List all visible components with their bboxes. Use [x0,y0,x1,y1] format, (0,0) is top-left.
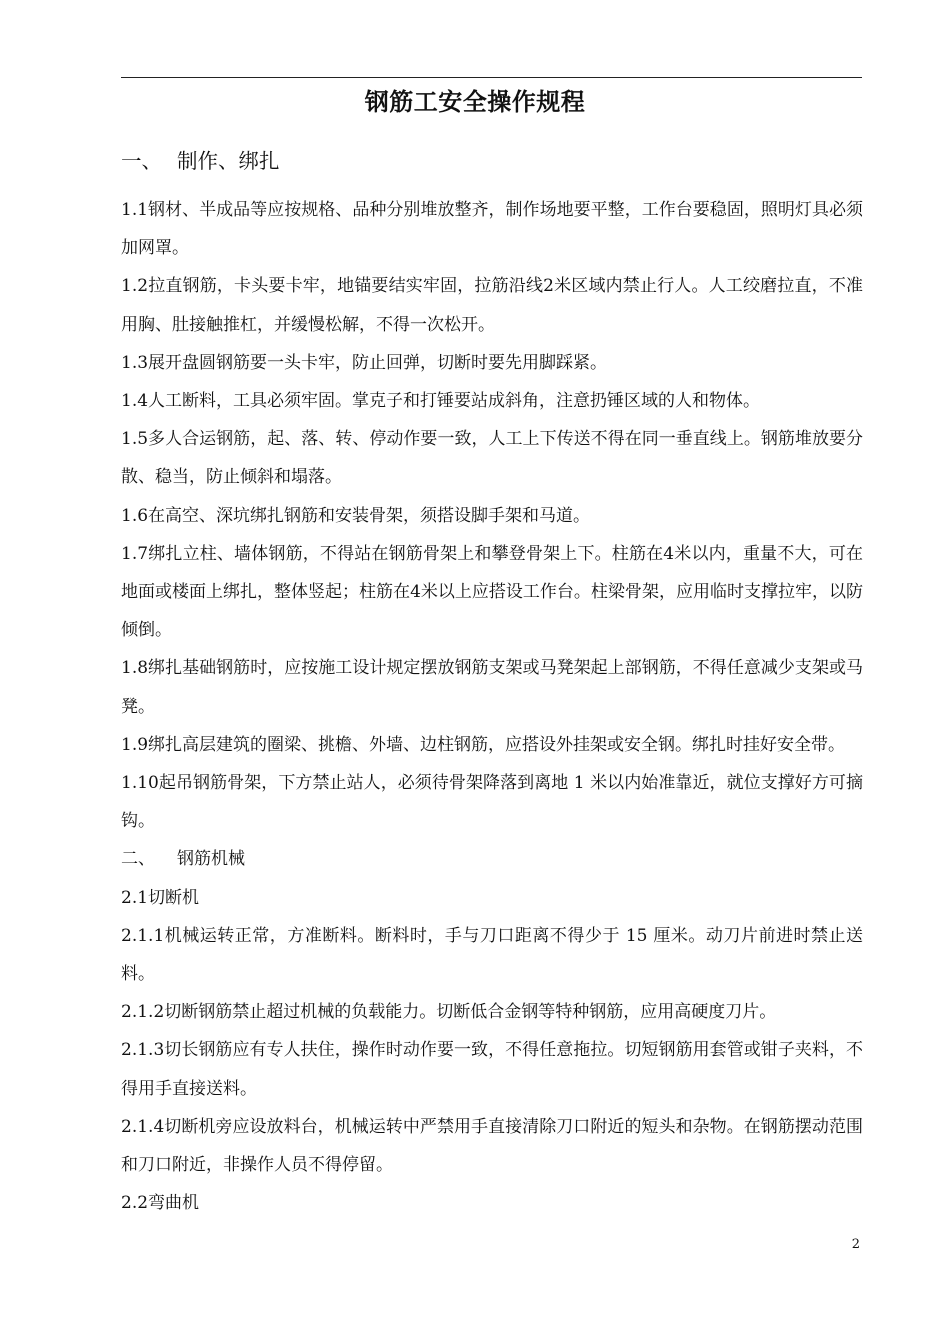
paragraph-2-1-1: 2.1.1机械运转正常，方准断料。断料时，手与刀口距离不得少于 15 厘米。动刀片前进时禁止送料。 [121,925,863,985]
subheading-2-2: 2.2弯曲机 [121,1193,200,1214]
paragraph-2-1-2: 2.1.2切断钢筋禁止超过机械的负载能力。切断低合金钢等特种钢筋，应用高硬度刀片。 [121,1002,777,1023]
section-2-number: 二、 [121,849,155,870]
section-1-title: 制作、绑扎 [177,149,280,173]
paragraph-2-1-4: 2.1.4切断机旁应设放料台，机械运转中严禁用手直接清除刀口附近的短头和杂物。在钢筋摆动范围和刀口附近，非操作人员不得停留。 [121,1116,863,1176]
section-1-number: 一、 [121,149,162,173]
section-heading-2 [121,840,863,878]
paragraph-1-5: 1.5多人合运钢筋，起、落、转、停动作要一致，人工上下传送不得在同一垂直线上。钢筋堆放要分散、稳当，防止倾斜和塌落。 [121,429,863,488]
subheading-2-1: 2.1切断机 [121,887,200,908]
paragraph-1-6: 1.6在高空、深坑绑扎钢筋和安装骨架，须搭设脚手架和马道。 [121,505,591,526]
section-heading-1 [121,146,280,176]
page-number: 2 [851,1237,860,1252]
paragraph-1-4: 1.4人工断料，工具必须牢固。掌克子和打锤要站成斜角，注意扔锤区域的人和物体。 [121,391,761,412]
paragraph-1-7: 1.7绑扎立柱、墙体钢筋，不得站在钢筋骨架上和攀登骨架上下。柱筋在4米以内，重量不大，可在地面或楼面上绑扎，整体竖起；柱筋在4米以上应搭设工作台。柱梁骨架，应用临时支撑拉牢，以防倾倒。 [121,543,863,641]
paragraph-1-1: 1.1钢材、半成品等应按规格、品种分别堆放整齐，制作场地要平整，工作台要稳固，照明灯具必须加网罩。 [121,200,863,259]
paragraph-1-10: 1.10起吊钢筋骨架，下方禁止站人，必须待骨架降落到离地 1 米以内始准靠近，就位支撑好方可摘钩。 [121,773,863,832]
top-rule [121,77,862,78]
paragraph-1-3: 1.3展开盘圆钢筋要一头卡牢，防止回弹，切断时要先用脚踩紧。 [121,352,608,373]
paragraph-2-1-3: 2.1.3切长钢筋应有专人扶住，操作时动作要一致，不得任意拖拉。切短钢筋用套管或钳子夹料，不得用手直接送料。 [121,1040,863,1099]
page-title: 钢筋工安全操作规程 [364,88,586,116]
paragraph-1-9: 1.9绑扎高层建筑的圈梁、挑檐、外墙、边柱钢筋，应搭设外挂架或安全钢。绑扎时挂好安全带。 [121,734,846,755]
section-2-title: 钢筋机械 [177,849,245,870]
paragraph-1-8: 1.8绑扎基础钢筋时，应按施工设计规定摆放钢筋支架或马凳架起上部钢筋，不得任意减少支架或马凳。 [121,658,863,717]
body-text [121,191,863,1222]
paragraph-1-2: 1.2拉直钢筋，卡头要卡牢，地锚要结实牢固，拉筋沿线2米区域内禁止行人。人工绞磨拉直，不准用胸、肚接触推杠，并缓慢松解，不得一次松开。 [121,276,863,335]
